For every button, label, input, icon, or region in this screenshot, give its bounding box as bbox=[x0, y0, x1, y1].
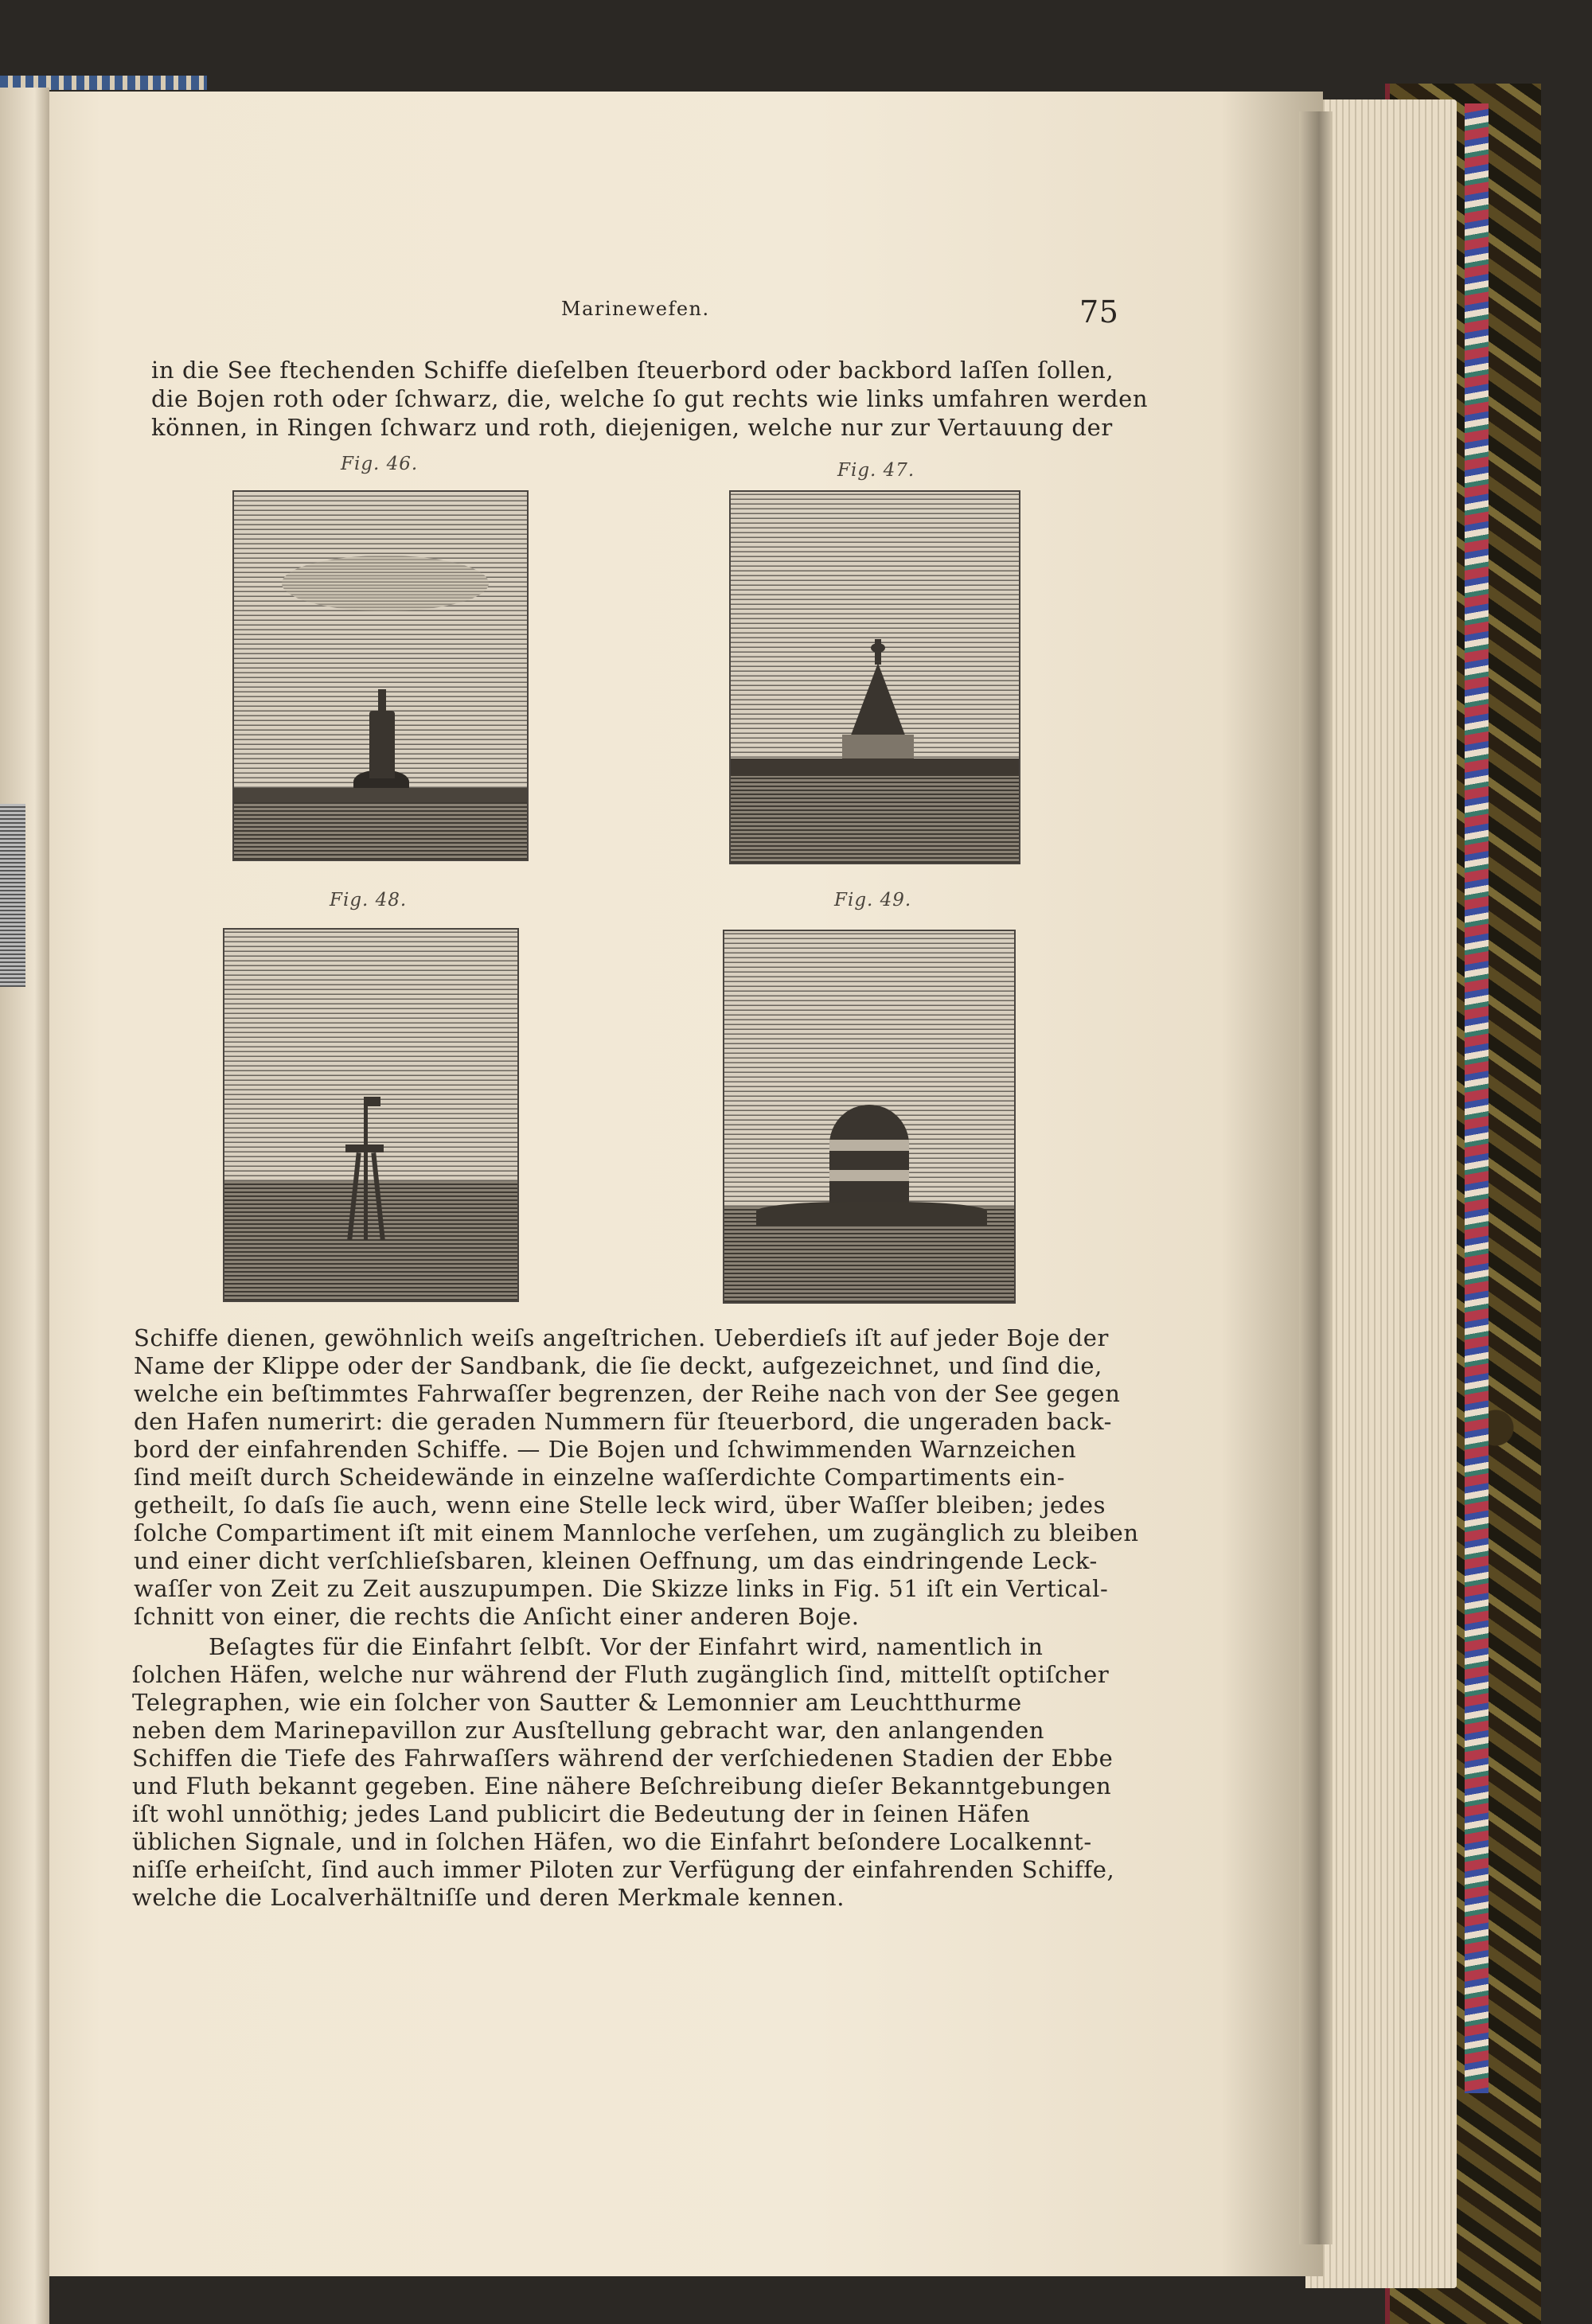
text-line: bord der einfahrenden Schiffe. — Die Bojen und ſchwimmenden Warnzeichen bbox=[134, 1436, 1077, 1463]
text-line: ſchnitt von einer, die rechts die Anſicht einer anderen Boje. bbox=[134, 1603, 860, 1630]
text-line: neben dem Marinepavillon zur Ausſtellung gebracht war, den anlangenden bbox=[132, 1717, 1045, 1744]
illustration-fig-48 bbox=[223, 928, 519, 1302]
page-number: 75 bbox=[1079, 294, 1119, 329]
text-line: üblichen Signale, und in ſolchen Häfen, wo die Einfahrt beſondere Localkennt- bbox=[132, 1828, 1092, 1855]
marbled-edge bbox=[1465, 103, 1489, 2093]
text-line: die Bojen roth oder ſchwarz, die, welche ſo gut rechts wie links umfahren werden bbox=[151, 385, 1149, 412]
page-edge-shadow bbox=[1299, 111, 1333, 2244]
text-line: waſſer von Zeit zu Zeit auszupumpen. Die Skizze links in Fig. 51 iſt ein Vertical- bbox=[134, 1575, 1109, 1602]
text-line: in die See ftechenden Schiffe dieſelben ſteuerbord oder backbord laſſen ſollen, bbox=[151, 357, 1114, 384]
text-line: und einer dicht verſchlieſsbaren, kleinen Oeffnung, um das eindringende Leck- bbox=[134, 1547, 1098, 1574]
illustration-fig-49 bbox=[723, 930, 1016, 1304]
text-line: iſt wohl unnöthig; jedes Land publicirt die Bedeutung der in ſeinen Häfen bbox=[132, 1800, 1031, 1827]
text-line: Schiffen die Tiefe des Fahrwaſſers während der verſchiedenen Stadien der Ebbe bbox=[132, 1745, 1114, 1772]
left-page-illustration-fragment bbox=[0, 804, 25, 987]
left-page bbox=[0, 88, 49, 2324]
caption-fig-49: Fig. 49. bbox=[834, 890, 912, 910]
running-title: Marinewefen. bbox=[561, 298, 710, 320]
text-line: Telegraphen, wie ein ſolcher von Sautter & Lemonnier am Leuchtthurme bbox=[132, 1689, 1022, 1716]
text-line: Schiffe dienen, gewöhnlich weiſs angeſtrichen. Ueberdieſs iſt auf jeder Boje der bbox=[134, 1324, 1109, 1351]
text-line: welche ein beſtimmtes Fahrwaſſer begrenzen, der Reihe nach von der See gegen bbox=[134, 1380, 1121, 1407]
text-line: Name der Klippe oder der Sandbank, die ſie deckt, aufgezeichnet, und ſind die, bbox=[134, 1352, 1102, 1379]
text-line: welche die Localverhältniſſe und deren Merkmale kennen. bbox=[132, 1884, 845, 1911]
text-line: den Hafen numerirt: die geraden Nummern für ſteuerbord, die ungeraden back- bbox=[134, 1408, 1113, 1435]
text-line: niſſe erheiſcht, ſind auch immer Piloten zur Verfügung der einfahrenden Schiffe, bbox=[132, 1856, 1115, 1883]
illustration-fig-47 bbox=[729, 490, 1020, 864]
text-line: ſolche Compartiment iſt mit einem Mannloche verſehen, um zugänglich zu bleiben bbox=[134, 1519, 1139, 1546]
text-line: können, in Ringen ſchwarz und roth, diejenigen, welche nur zur Vertauung der bbox=[151, 414, 1113, 441]
text-line: ſind meiſt durch Scheidewände in einzelne waſſerdichte Compartiments ein- bbox=[134, 1464, 1065, 1491]
illustration-fig-46 bbox=[232, 490, 529, 861]
caption-fig-46: Fig. 46. bbox=[341, 454, 419, 474]
text-line: getheilt, ſo daſs ſie auch, wenn eine Stelle leck wird, über Waſſer bleiben; jedes bbox=[134, 1491, 1106, 1519]
text-line: Beſagtes für die Einfahrt ſelbſt. Vor der Einfahrt wird, namentlich in bbox=[209, 1633, 1044, 1660]
caption-fig-48: Fig. 48. bbox=[330, 890, 408, 910]
text-line: und Fluth bekannt gegeben. Eine nähere Beſchreibung dieſer Bekanntgebungen bbox=[132, 1772, 1112, 1800]
text-line: ſolchen Häfen, welche nur während der Fluth zugänglich ſind, mittelſt optiſcher bbox=[132, 1661, 1110, 1688]
caption-fig-47: Fig. 47. bbox=[837, 460, 915, 481]
